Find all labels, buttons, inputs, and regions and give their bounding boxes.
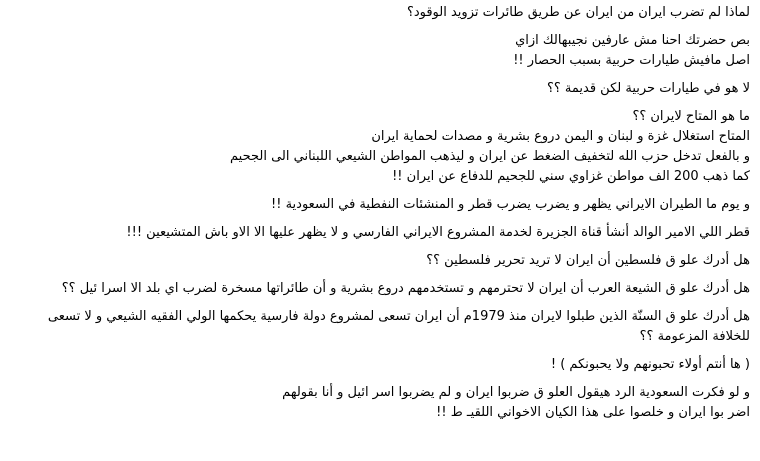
post-line: اصل مافيش طيارات حربية بسبب الحصار !! [513, 53, 750, 68]
post-line: هل أدرك علو ق السنّة الذين طبلوا لايران منذ 1979م أن ايران تسعى لمشروع دولة فارسية يحكمها الولي الفقيه الشيعي و لا تسعى للخلافة المزعومة ؟؟ [47, 309, 750, 344]
post-line: و بالفعل تدخل حزب الله لتخفيف الضغط عن ايران و ليذهب المواطن الشيعي اللبناني الى الجحيم [230, 149, 750, 164]
post-line: و يوم ما الطيران الايراني يظهر و يضرب يضرب قطر و المنشئات النفطية في السعودية !! [271, 197, 750, 212]
post-line: ( ها أنتم أولاء تحبونهم ولا يحبونكم ) ! [550, 357, 750, 372]
post-line: بص حضرتك احنا مش عارفين نجيبهالك ازاي [515, 33, 750, 48]
post-line: قطر اللي الامير الوالد أنشأ قناة الجزيرة لخدمة المشروع الايراني الفارسي و لا يظهر عليها الا الاو باش المتشيعين !!! [126, 225, 750, 240]
post-line: هل أدرك علو ق فلسطين أن ايران لا تريد تحرير فلسطين ؟؟ [426, 253, 750, 268]
post-line: ما هو المتاح لايران ؟؟ [632, 109, 750, 124]
paragraph [8, 307, 750, 347]
paragraph [8, 79, 750, 99]
post-line: المتاح استغلال غزة و لبنان و اليمن دروع بشرية و مصدات لحماية ايران [371, 129, 750, 144]
paragraph [8, 355, 750, 375]
post-line: كما ذهب 200 الف مواطن غزاوي سني للجحيم للدفاع عن ايران !! [392, 169, 750, 184]
paragraph [8, 3, 750, 23]
post-line: هل أدرك علو ق الشيعة العرب أن ايران لا تحترمهم و تستخدمهم دروع بشرية و أن طائراتها مسخرة لضرب اي بلد الا اسرا ئيل ؟؟ [61, 281, 750, 296]
paragraph [8, 31, 750, 71]
post-line: لا هو في طيارات حربية لكن قديمة ؟؟ [546, 81, 750, 96]
post-line: و لو فكرت السعودية الرد هيقول العلو ق ضربوا ايران و لم يضربوا اسر ائيل و أنا بقولهم [282, 385, 750, 400]
post-line: لماذا لم تضرب ايران من ايران عن طريق طائرات تزويد الوقود؟ [406, 5, 750, 20]
paragraph [8, 107, 750, 187]
paragraph [8, 279, 750, 299]
paragraph [8, 251, 750, 271]
paragraph [8, 195, 750, 215]
paragraph [8, 223, 750, 243]
paragraph [8, 383, 750, 423]
post-line: اضر بوا ايران و خلصوا على هذا الكيان الاخواني اللقيـ ط !! [436, 405, 750, 420]
